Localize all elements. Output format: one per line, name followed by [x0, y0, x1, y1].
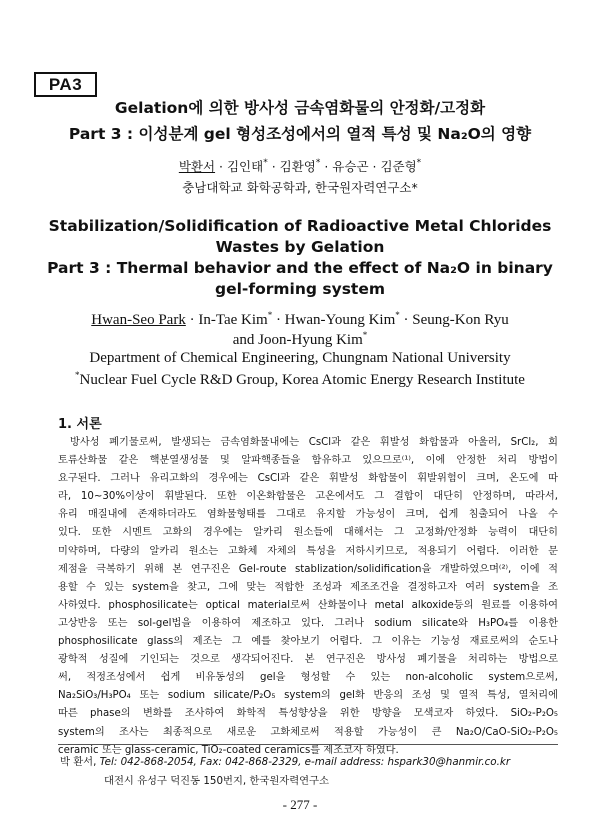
- body-line: 요구된다. 그러나 유리고화의 경우에는 CsCl과 같은 휘발성 화합물이 휘발위험이 크며, 온도에 따: [58, 473, 558, 485]
- body-line: 있다. 또한 시멘트 고화의 경우에는 알카리 원소들에 대해서는 그 고정화/안정화 능력이 대단히: [58, 527, 558, 539]
- body-line: phosphosilicate glass의 제조는 그 예를 찾아보기 어렵다. 그 이유는 기능성 재료로써의 순도나: [58, 636, 558, 648]
- body-line: Na₂SiO₃/H₃PO₄ 또는 sodium silicate/P₂O₅ system의 gel화 반응의 조성 및 열적 특성, 열처리에: [58, 690, 558, 702]
- english-title-line1: Stabilization/Solidification of Radioactive Metal Chlorides: [48, 217, 552, 235]
- english-kaeri-affiliation: *Nuclear Fuel Cycle R&D Group, Korea Atomic Energy Research Institute: [75, 370, 525, 388]
- session-tag: PA3: [34, 72, 97, 97]
- body-line: system의 조사는 최종적으로 새로운 고화체로써 적용할 가능성이 큰 Na₂O/CaO-SiO₂-P₂O₅: [58, 726, 558, 738]
- korean-authors: 박환서 · 김인태* · 김환영* · 유승곤 · 김준형*: [178, 158, 422, 174]
- korean-affiliation: 충남대학교 화학공학과, 한국원자력연구소*: [182, 180, 418, 195]
- corresponding-address: 대전시 유성구 덕진동 150번지, 한국원자력연구소: [104, 775, 330, 787]
- body-line: 토류산화물 같은 핵분열생성물 및 알파핵종들을 함유하고 있으므로⁽¹⁾, 이에 안정한 처리 방법이: [58, 455, 558, 467]
- english-title-line4: gel-forming system: [214, 280, 385, 298]
- english-title-line2: Wastes by Gelation: [215, 238, 385, 256]
- body-line: 고상반응 또는 sol-gel법을 이용하여 제조하고 있다. 그러나 sodium silicate와 H₃PO₄를 이용한: [58, 617, 558, 629]
- korean-title-line1: Gelation에 의한 방사성 금속염화물의 안정화/고정화: [114, 99, 486, 117]
- body-line: 라, 10~30%이상이 휘발된다. 또한 이온화합물은 고온에서도 그 결합이 대단히 안정하며, 따라서,: [58, 491, 558, 503]
- body-line: 제점을 극복하기 위해 본 연구진은 Gel-route stablization/solidification을 개발하였으며⁽²⁾, 이에 적: [58, 563, 558, 575]
- english-department: Department of Chemical Engineering, Chungnam National University: [89, 350, 511, 366]
- body-line: 따른 phase의 변화를 조사하여 화학적 특성향상을 위한 방향을 모색코자 하였다. SiO₂-P₂O₅: [58, 708, 558, 720]
- english-authors-line2: and Joon-Hyung Kim*: [232, 330, 368, 348]
- english-authors-line1: Hwan-Seo Park · In-Tae Kim* · Hwan-Young Kim* · Seung-Kon Ryu: [91, 310, 509, 328]
- body-line: 써, 적정조성에서 쉽게 비유동성의 gel을 형성할 수 있는 non-alcoholic system으로써,: [58, 672, 558, 684]
- body-line: 방사성 폐기물로써, 발생되는 금속염화물내에는 CsCl과 같은 휘발성 화합물과 아울러, SrCl₂, 희: [70, 437, 558, 448]
- body-line: 용할 수 있는 system을 찾고, 그에 맞는 적합한 조성과 제조조건을 결정하고자 여러 system을 조: [58, 581, 558, 593]
- body-line: ceramic 또는 glass-ceramic, TiO₂-coated ceramics를 제조코자 하였다.: [58, 744, 399, 756]
- footer-divider: [58, 744, 558, 745]
- body-line: 미약하며, 다량의 알카리 원소는 고화체 자체의 특성을 저하시키므로, 적용되기 어렵다. 이러한 문: [58, 545, 558, 557]
- korean-title-line2: Part 3 : 이성분계 gel 형성조성에서의 열적 특성 및 Na₂O의 영향: [68, 125, 532, 143]
- section-heading: 1. 서론: [58, 417, 102, 432]
- english-title-line3: Part 3 : Thermal behavior and the effect of Na₂O in binary: [47, 259, 553, 277]
- body-line: 광학적 성질에 기인되는 것으로 생각되어진다. 본 연구진은 방사성 폐기물을 처리하는 방법으로: [58, 654, 558, 666]
- corresponding-contact: 박 환서, Tel: 042-868-2054, Fax: 042-868-2329, e-mail address: hspark30@hanmir.co.kr: [60, 756, 511, 768]
- korean-first-author: 박환서: [178, 159, 216, 174]
- introduction-body: [58, 434, 558, 760]
- body-line: 사하였다. phosphosilicate는 optical material로써 산화물이나 metal alkoxide등의 원료를 이용하여: [58, 599, 558, 611]
- body-line: 유리 매질내에 존재하더라도 염화물형태를 그대로 유지할 가능성이 크며, 쉽게 침출되어 나올 수: [58, 509, 558, 521]
- page-number: - 277 -: [282, 797, 318, 812]
- english-first-author: Hwan-Seo Park: [91, 312, 186, 328]
